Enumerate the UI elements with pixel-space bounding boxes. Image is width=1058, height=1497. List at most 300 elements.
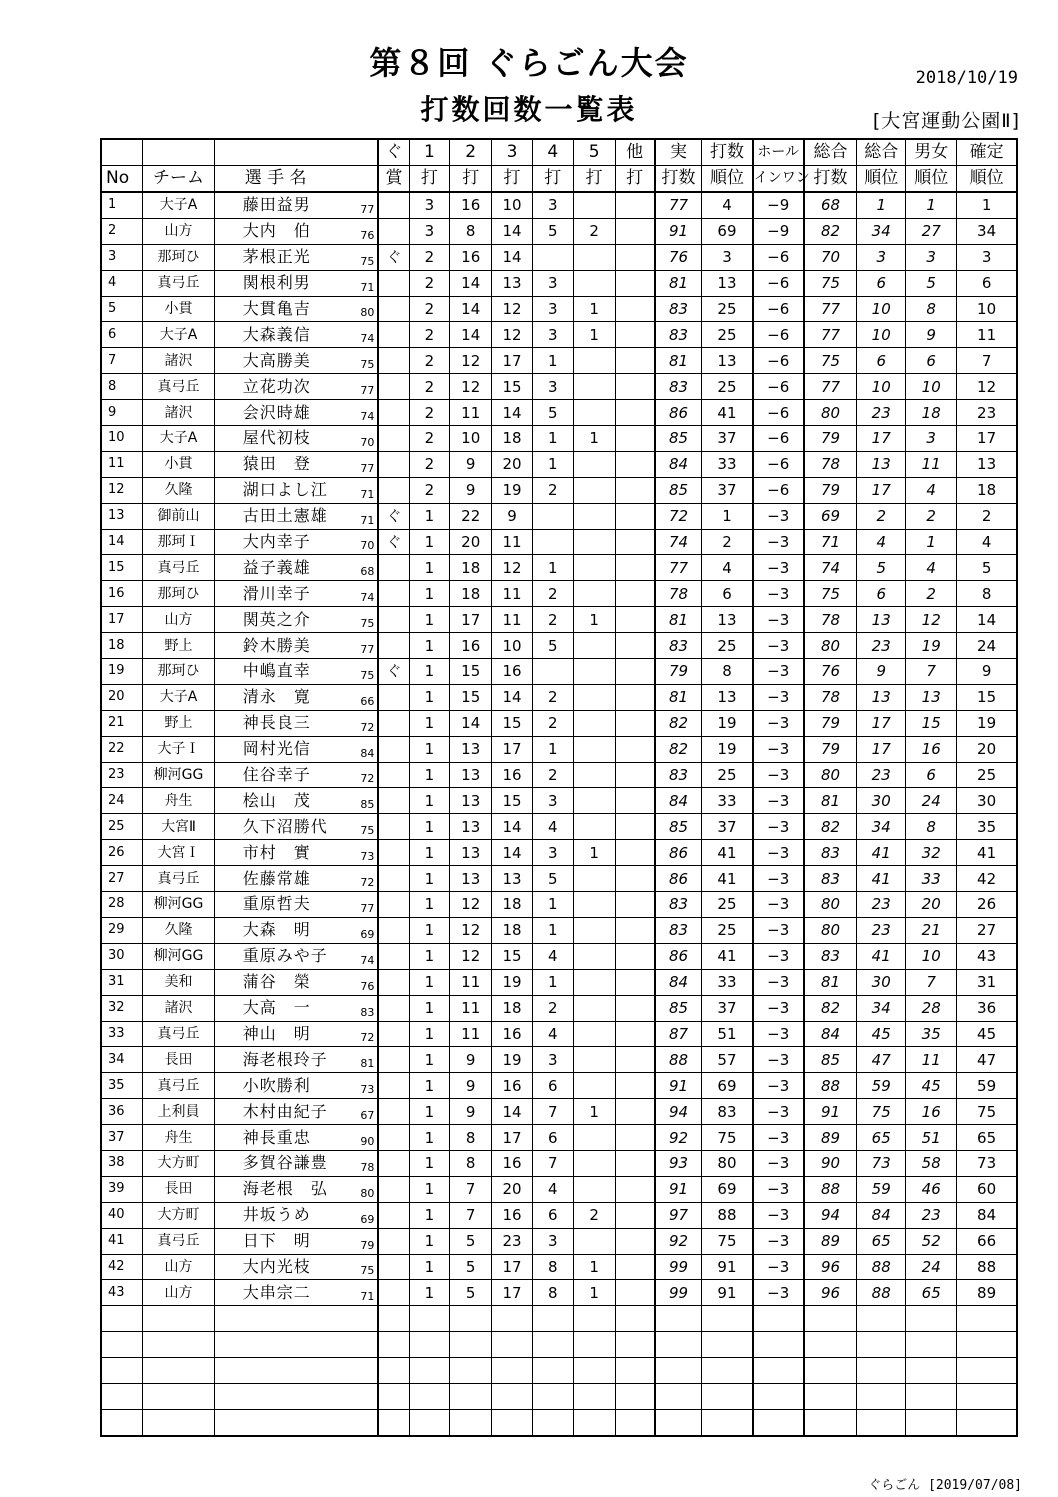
cell-stroke5: 2 [573,1202,615,1228]
cell-age: 71 [337,1280,379,1306]
cell-age: 69 [337,1202,379,1228]
cell-empty [450,1409,492,1435]
cell-stroke2: 14 [450,296,492,322]
cell-gender-rank: 12 [906,607,957,633]
cell-stroke-rank: 37 [702,477,753,503]
cell-total-rank: 23 [857,633,906,659]
table-row [101,1228,1017,1254]
cell-total-rank: 30 [857,788,906,814]
cell-stroke-other [615,555,655,581]
cell-hole-in-one: −6 [753,348,804,374]
cell-stroke-other [615,1047,655,1073]
cell-stroke2: 14 [450,322,492,348]
cell-actual-strokes: 92 [655,1228,702,1254]
table-row [101,1047,1017,1073]
cell-stroke-other [615,1099,655,1125]
cell-prize [378,892,409,918]
score-table [100,138,1018,1437]
cell-player: 重原哲夫 [214,892,336,918]
cell-total-strokes: 74 [804,555,857,581]
cell-player: 神長良三 [214,710,336,736]
cell-no: 4 [101,270,143,296]
cell-stroke5: 1 [573,607,615,633]
cell-gender-rank: 2 [906,581,957,607]
cell-stroke5 [573,555,615,581]
cell-stroke4: 8 [532,1280,573,1306]
cell-age: 72 [337,762,379,788]
cell-player: 大内幸子 [214,529,336,555]
cell-empty [702,1383,753,1409]
cell-empty [957,1409,1017,1435]
table-row [101,684,1017,710]
cell-hole-in-one: −6 [753,322,804,348]
table-row [101,607,1017,633]
cell-age: 73 [337,1073,379,1099]
cell-stroke5 [573,374,615,400]
cell-stroke5 [573,892,615,918]
header-stroke3: 打 [492,166,533,193]
cell-empty [378,1383,409,1409]
cell-prize [378,1254,409,1280]
cell-stroke4: 3 [532,270,573,296]
cell-stroke2: 15 [450,684,492,710]
cell-prize [378,736,409,762]
cell-team: 真弓丘 [143,555,214,581]
cell-prize [378,969,409,995]
cell-stroke-rank: 13 [702,348,753,374]
cell-stroke1: 1 [409,581,450,607]
cell-total-rank: 3 [857,244,906,270]
cell-team: 上利員 [143,1099,214,1125]
cell-gender-rank: 6 [906,762,957,788]
cell-actual-strokes: 92 [655,1125,702,1151]
cell-age: 74 [337,400,379,426]
cell-team: 真弓丘 [143,1073,214,1099]
cell-empty [957,1358,1017,1384]
cell-final-rank: 59 [957,1073,1017,1099]
cell-total-rank: 23 [857,892,906,918]
cell-stroke4: 1 [532,426,573,452]
cell-hole-in-one: −3 [753,866,804,892]
header-player [214,139,336,166]
cell-stroke-rank: 25 [702,762,753,788]
cell-stroke4: 1 [532,917,573,943]
cell-gender-rank: 11 [906,1047,957,1073]
cell-stroke1: 2 [409,477,450,503]
cell-no: 28 [101,892,143,918]
cell-stroke5 [573,581,615,607]
cell-stroke-other [615,1073,655,1099]
cell-stroke5: 1 [573,1254,615,1280]
cell-stroke3: 15 [492,710,533,736]
cell-gender-rank: 23 [906,1202,957,1228]
cell-team: 久隆 [143,477,214,503]
cell-team: 舟生 [143,788,214,814]
cell-stroke4: 1 [532,736,573,762]
table-row [101,814,1017,840]
table-row [101,270,1017,296]
cell-stroke3: 17 [492,348,533,374]
cell-player: 井坂うめ [214,1202,336,1228]
cell-stroke3: 14 [492,684,533,710]
cell-prize [378,296,409,322]
cell-stroke1: 1 [409,943,450,969]
cell-gender-rank: 6 [906,348,957,374]
cell-stroke-rank: 57 [702,1047,753,1073]
cell-stroke-rank: 37 [702,426,753,452]
cell-stroke1: 1 [409,1280,450,1306]
cell-prize [378,866,409,892]
cell-stroke2: 16 [450,244,492,270]
table-row [101,1125,1017,1151]
cell-stroke-other [615,788,655,814]
cell-stroke-rank: 4 [702,192,753,218]
cell-team: 舟生 [143,1125,214,1151]
table-row [101,840,1017,866]
cell-prize [378,607,409,633]
cell-prize [378,555,409,581]
cell-stroke5 [573,1021,615,1047]
cell-stroke-rank: 80 [702,1150,753,1176]
cell-total-strokes: 96 [804,1254,857,1280]
cell-final-rank: 47 [957,1047,1017,1073]
cell-stroke4: 5 [532,218,573,244]
cell-stroke3: 18 [492,995,533,1021]
cell-stroke1: 1 [409,788,450,814]
table-row [101,917,1017,943]
cell-stroke4: 2 [532,684,573,710]
cell-empty [378,1358,409,1384]
cell-actual-strokes: 83 [655,322,702,348]
cell-gender-rank: 16 [906,736,957,762]
cell-player: 中嶋直幸 [214,659,336,685]
header-hole-in-one: インワン [753,166,804,193]
cell-no: 5 [101,296,143,322]
cell-stroke5 [573,400,615,426]
cell-total-rank: 1 [857,192,906,218]
cell-prize [378,374,409,400]
cell-gender-rank: 65 [906,1280,957,1306]
cell-actual-strokes: 86 [655,840,702,866]
header-final-rank: 確定 [957,139,1017,166]
table-row [101,296,1017,322]
header-stroke5: 打 [573,166,615,193]
cell-hole-in-one: −3 [753,1021,804,1047]
cell-prize [378,840,409,866]
cell-final-rank: 88 [957,1254,1017,1280]
cell-empty [532,1332,573,1358]
cell-stroke-other [615,451,655,477]
cell-final-rank: 73 [957,1150,1017,1176]
cell-hole-in-one: −3 [753,892,804,918]
cell-gender-rank: 21 [906,917,957,943]
cell-stroke5: 1 [573,840,615,866]
cell-stroke2: 11 [450,1021,492,1047]
cell-empty [615,1409,655,1435]
cell-total-rank: 13 [857,607,906,633]
cell-stroke4: 4 [532,1176,573,1202]
cell-stroke4: 1 [532,555,573,581]
header-total-strokes: 打数 [804,166,857,193]
table-row [101,529,1017,555]
cell-stroke2: 12 [450,917,492,943]
header-player: 選 手 名 [214,166,336,193]
cell-total-strokes: 85 [804,1047,857,1073]
cell-empty [409,1383,450,1409]
cell-actual-strokes: 91 [655,1073,702,1099]
cell-stroke-rank: 69 [702,1073,753,1099]
table-row [101,736,1017,762]
cell-stroke5 [573,788,615,814]
cell-stroke1: 1 [409,607,450,633]
cell-total-strokes: 71 [804,529,857,555]
cell-stroke5: 1 [573,426,615,452]
cell-gender-rank: 46 [906,1176,957,1202]
cell-team: 山方 [143,218,214,244]
cell-stroke-other [615,814,655,840]
cell-actual-strokes: 83 [655,633,702,659]
cell-prize [378,684,409,710]
table-row [101,426,1017,452]
cell-final-rank: 2 [957,503,1017,529]
cell-stroke4: 2 [532,995,573,1021]
cell-no: 37 [101,1125,143,1151]
cell-no: 17 [101,607,143,633]
cell-age: 72 [337,710,379,736]
cell-actual-strokes: 81 [655,348,702,374]
cell-player: 滑川幸子 [214,581,336,607]
cell-player: 屋代初枝 [214,426,336,452]
table-row [101,322,1017,348]
cell-stroke4: 1 [532,348,573,374]
cell-empty [906,1306,957,1332]
cell-stroke4: 5 [532,400,573,426]
cell-gender-rank: 3 [906,244,957,270]
cell-no: 2 [101,218,143,244]
cell-stroke-rank: 69 [702,218,753,244]
header-actual-strokes: 打数 [655,166,702,193]
cell-stroke4: 4 [532,943,573,969]
cell-stroke2: 14 [450,710,492,736]
cell-team: 山方 [143,607,214,633]
cell-stroke4: 2 [532,710,573,736]
cell-stroke1: 1 [409,1073,450,1099]
cell-total-rank: 5 [857,555,906,581]
cell-stroke1: 1 [409,1099,450,1125]
cell-total-strokes: 69 [804,503,857,529]
cell-player: 久下沼勝代 [214,814,336,840]
cell-final-rank: 24 [957,633,1017,659]
cell-stroke2: 12 [450,943,492,969]
cell-player: 茅根正光 [214,244,336,270]
cell-stroke1: 2 [409,244,450,270]
cell-stroke-other [615,917,655,943]
cell-stroke4: 2 [532,581,573,607]
cell-stroke5 [573,710,615,736]
table-row [101,1150,1017,1176]
cell-stroke2: 11 [450,400,492,426]
cell-age: 75 [337,607,379,633]
cell-empty [101,1409,143,1435]
cell-empty [804,1383,857,1409]
cell-empty [655,1332,702,1358]
cell-gender-rank: 45 [906,1073,957,1099]
cell-actual-strokes: 79 [655,659,702,685]
cell-stroke3: 16 [492,1150,533,1176]
cell-empty [753,1306,804,1332]
cell-player: 海老根玲子 [214,1047,336,1073]
cell-stroke-rank: 25 [702,917,753,943]
cell-stroke2: 16 [450,633,492,659]
cell-gender-rank: 9 [906,322,957,348]
cell-total-strokes: 88 [804,1073,857,1099]
cell-gender-rank: 24 [906,1254,957,1280]
venue-label: [大宮運動公園Ⅱ] [872,110,1020,132]
cell-team: 野上 [143,710,214,736]
cell-age: 76 [337,969,379,995]
cell-actual-strokes: 83 [655,296,702,322]
cell-stroke2: 18 [450,555,492,581]
cell-empty [143,1409,214,1435]
cell-player: 大森義信 [214,322,336,348]
cell-total-rank: 65 [857,1228,906,1254]
cell-stroke4: 1 [532,969,573,995]
cell-hole-in-one: −3 [753,684,804,710]
cell-hole-in-one: −3 [753,917,804,943]
cell-gender-rank: 7 [906,969,957,995]
cell-stroke3: 19 [492,477,533,503]
cell-hole-in-one: −3 [753,633,804,659]
cell-hole-in-one: −6 [753,477,804,503]
cell-player: 会沢時雄 [214,400,336,426]
cell-stroke1: 1 [409,710,450,736]
cell-actual-strokes: 99 [655,1254,702,1280]
cell-prize [378,943,409,969]
cell-gender-rank: 18 [906,400,957,426]
cell-stroke-rank: 19 [702,710,753,736]
cell-stroke1: 1 [409,1021,450,1047]
table-row [101,762,1017,788]
cell-stroke1: 3 [409,218,450,244]
cell-empty [655,1358,702,1384]
cell-empty [101,1358,143,1384]
cell-stroke1: 2 [409,296,450,322]
cell-stroke-rank: 13 [702,607,753,633]
cell-stroke4: 3 [532,192,573,218]
cell-age: 75 [337,814,379,840]
cell-stroke4 [532,529,573,555]
cell-empty [532,1409,573,1435]
cell-stroke-rank: 37 [702,995,753,1021]
cell-stroke4: 3 [532,840,573,866]
cell-total-strokes: 77 [804,296,857,322]
cell-gender-rank: 10 [906,374,957,400]
cell-stroke2: 16 [450,192,492,218]
cell-hole-in-one: −6 [753,451,804,477]
cell-empty [573,1383,615,1409]
cell-stroke1: 1 [409,1202,450,1228]
cell-empty [450,1332,492,1358]
cell-age: 75 [337,348,379,374]
cell-total-rank: 13 [857,684,906,710]
cell-actual-strokes: 84 [655,451,702,477]
cell-empty [378,1306,409,1332]
cell-age: 72 [337,866,379,892]
cell-team: 小貫 [143,296,214,322]
cell-empty [101,1383,143,1409]
cell-total-rank: 23 [857,762,906,788]
cell-gender-rank: 20 [906,892,957,918]
cell-prize [378,451,409,477]
cell-team: 大子A [143,322,214,348]
cell-stroke-other [615,244,655,270]
cell-gender-rank: 58 [906,1150,957,1176]
cell-player: 住谷幸子 [214,762,336,788]
cell-stroke3: 16 [492,1202,533,1228]
cell-total-strokes: 78 [804,607,857,633]
cell-stroke3: 23 [492,1228,533,1254]
cell-stroke5 [573,762,615,788]
cell-total-rank: 17 [857,477,906,503]
cell-stroke5 [573,736,615,762]
cell-stroke-other [615,659,655,685]
cell-total-rank: 6 [857,581,906,607]
cell-stroke-rank: 75 [702,1228,753,1254]
cell-no: 3 [101,244,143,270]
cell-gender-rank: 5 [906,270,957,296]
table-row [101,451,1017,477]
cell-stroke5 [573,477,615,503]
cell-stroke-rank: 25 [702,892,753,918]
cell-total-rank: 41 [857,840,906,866]
cell-hole-in-one: −3 [753,581,804,607]
cell-stroke4: 1 [532,892,573,918]
cell-stroke4: 3 [532,1228,573,1254]
cell-gender-rank: 8 [906,296,957,322]
cell-hole-in-one: −3 [753,607,804,633]
cell-hole-in-one: −3 [753,814,804,840]
cell-empty [857,1358,906,1384]
cell-stroke2: 8 [450,1150,492,1176]
cell-stroke3: 18 [492,426,533,452]
cell-stroke1: 1 [409,736,450,762]
cell-stroke1: 1 [409,529,450,555]
footer-note: ぐらごん [2019/07/08] [868,1478,1022,1493]
cell-team: 真弓丘 [143,1228,214,1254]
header-total-strokes: 総合 [804,139,857,166]
cell-stroke5 [573,270,615,296]
cell-stroke2: 11 [450,969,492,995]
cell-hole-in-one: −3 [753,969,804,995]
cell-empty [101,1306,143,1332]
table-row [101,477,1017,503]
cell-player: 鈴木勝美 [214,633,336,659]
cell-age: 71 [337,503,379,529]
cell-player: 小吹勝利 [214,1073,336,1099]
table-row [101,633,1017,659]
cell-prize: ぐ [378,244,409,270]
cell-final-rank: 18 [957,477,1017,503]
cell-stroke4 [532,503,573,529]
cell-stroke3: 10 [492,192,533,218]
cell-team: 長田 [143,1176,214,1202]
cell-total-strokes: 80 [804,633,857,659]
cell-gender-rank: 33 [906,866,957,892]
cell-player: 古田土憲雄 [214,503,336,529]
cell-no: 27 [101,866,143,892]
cell-empty [573,1332,615,1358]
cell-total-rank: 45 [857,1021,906,1047]
